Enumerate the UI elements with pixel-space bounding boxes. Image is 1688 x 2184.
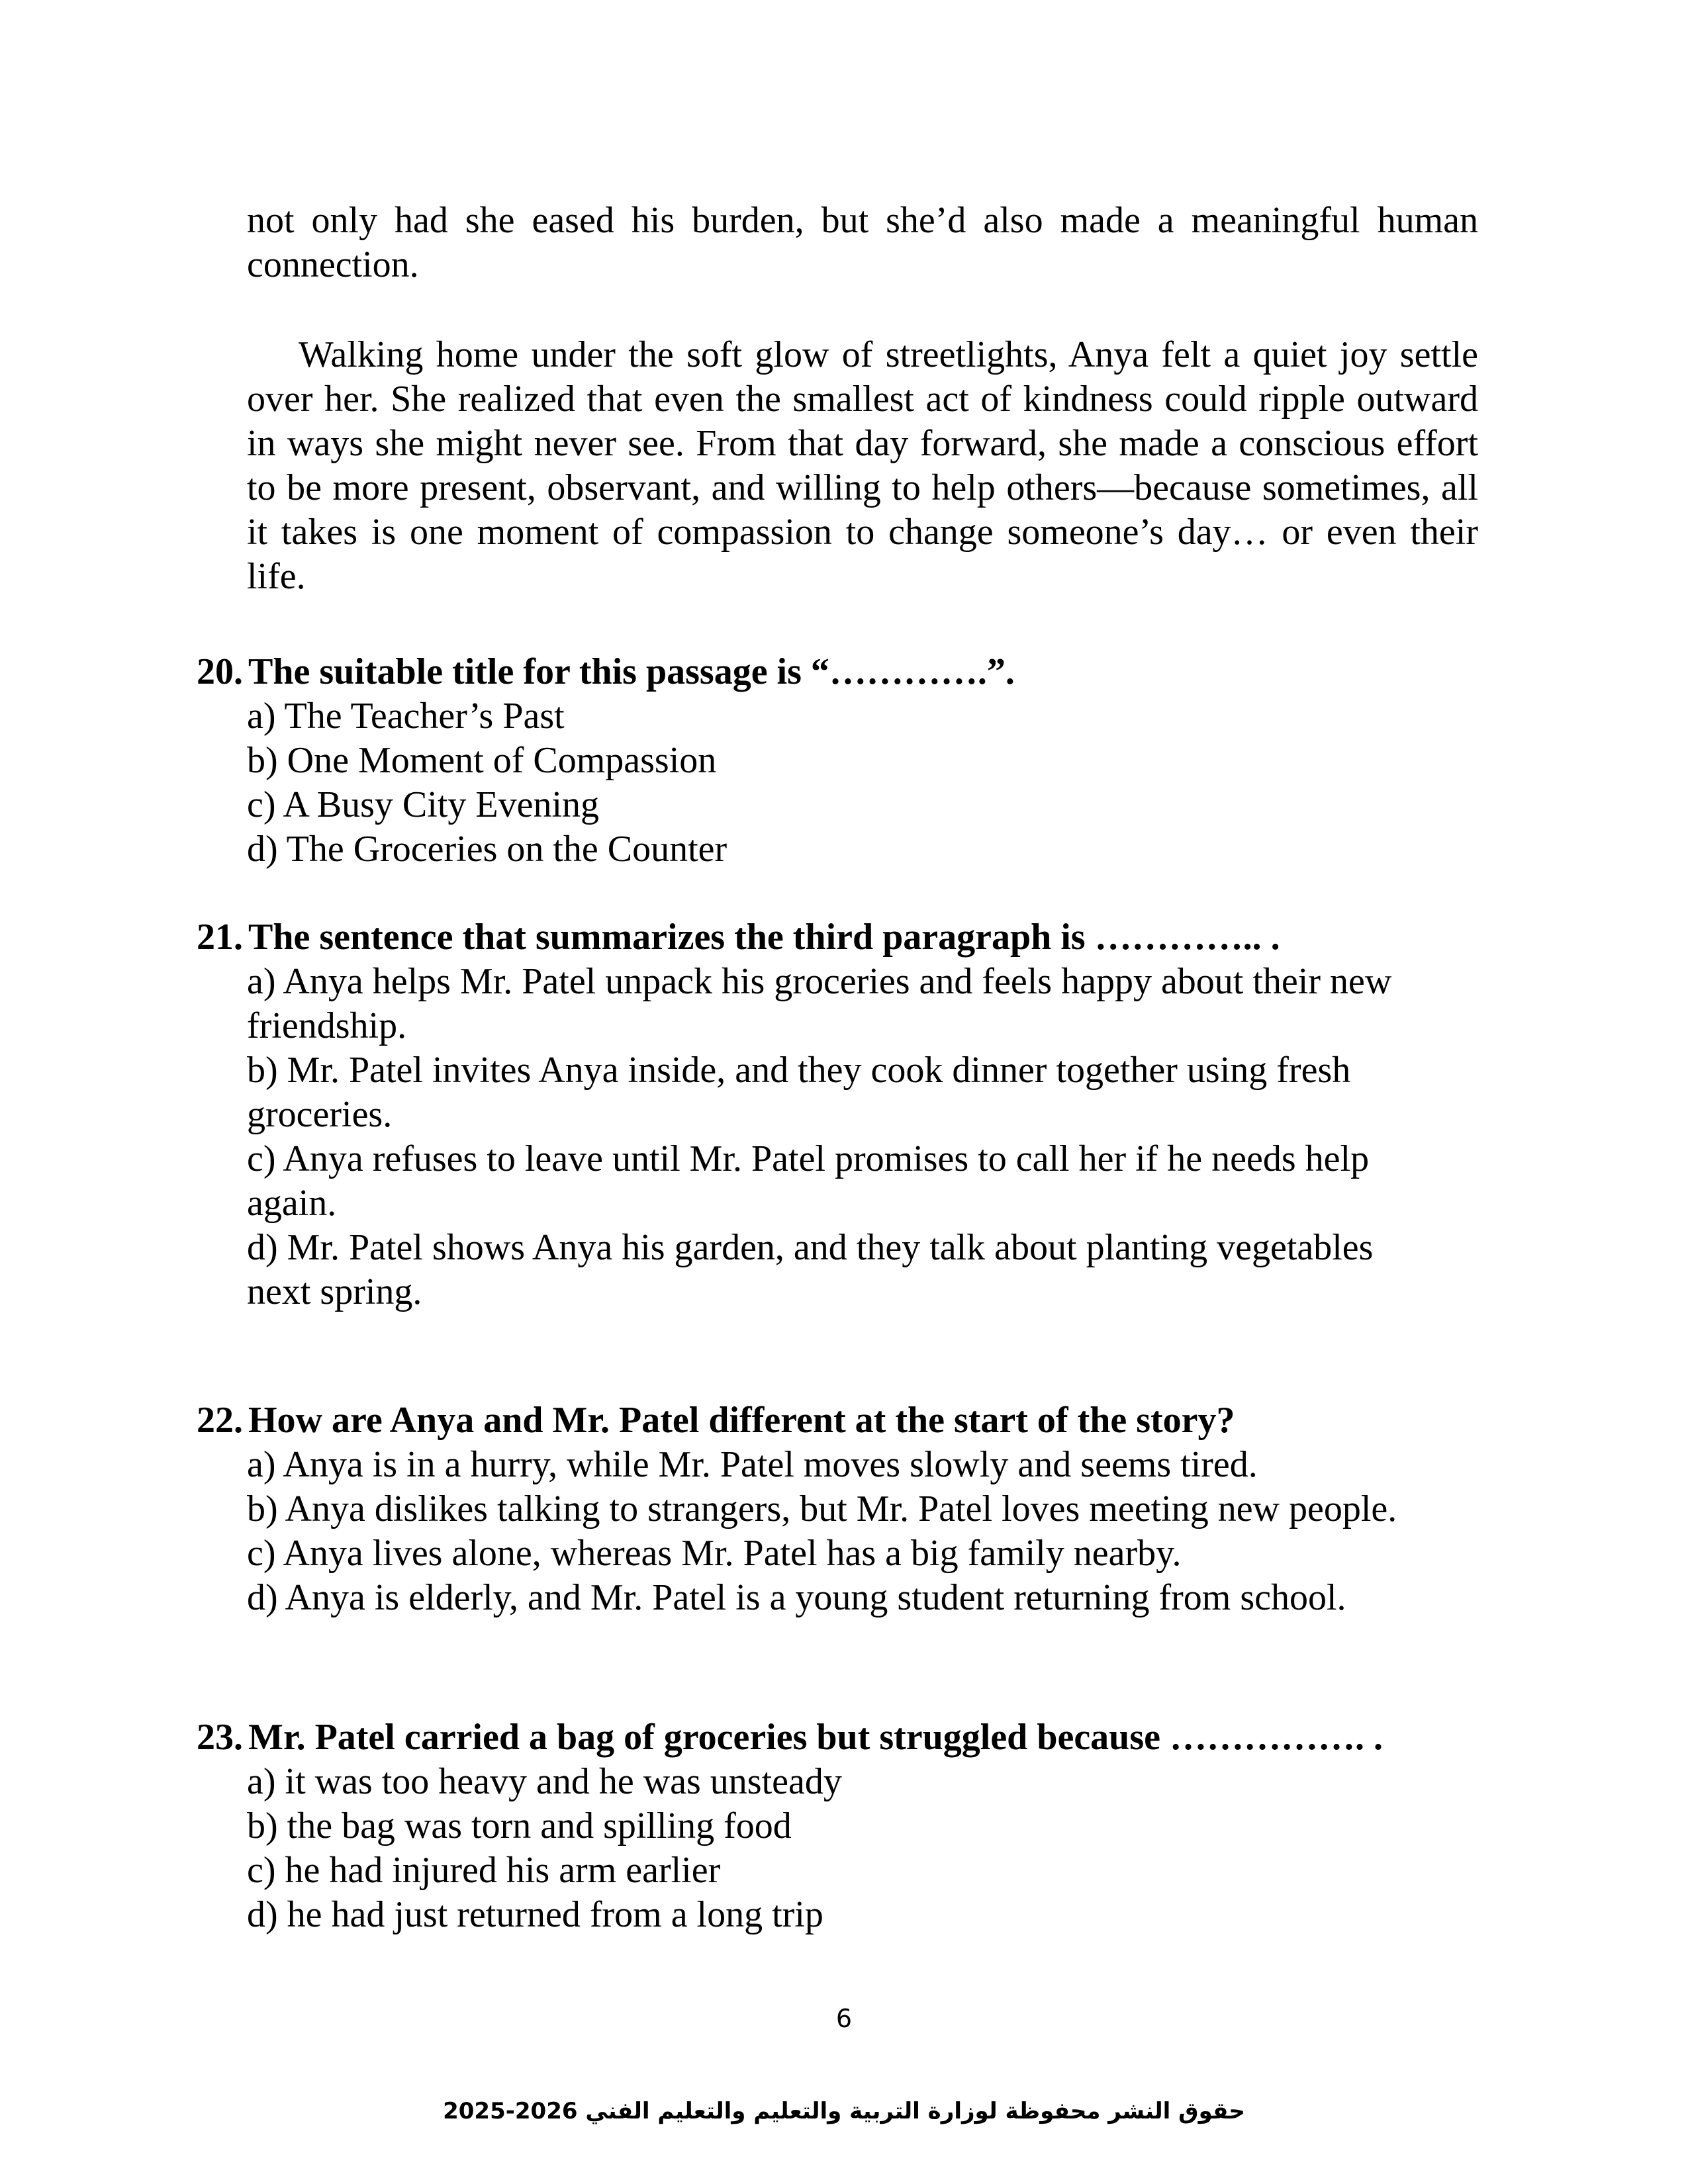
question-stem bbox=[197, 1398, 1494, 1443]
question-text: How are Anya and Mr. Patel different at the start of the story? bbox=[248, 1400, 1235, 1441]
question-21 bbox=[197, 915, 1494, 1314]
answer-option-a: a) Anya is in a hurry, while Mr. Patel moves slowly and seems tired. bbox=[247, 1444, 1258, 1485]
question-number: 20. bbox=[197, 651, 243, 692]
question-stem bbox=[197, 915, 1494, 960]
question-20 bbox=[197, 650, 1494, 872]
answer-option-a: a) Anya helps Mr. Patel unpack his groceries and feels happy about their new friendship. bbox=[247, 961, 1392, 1046]
question-number: 21. bbox=[197, 917, 243, 958]
question-text: The suitable title for this passage is “………….”. bbox=[248, 651, 1015, 692]
passage-paragraph: not only had she eased his burden, but she’d also made a meaningful human connection. bbox=[247, 200, 1478, 285]
answer-option-d: d) Anya is elderly, and Mr. Patel is a young student returning from school. bbox=[247, 1577, 1346, 1618]
answer-option-b: b) Anya dislikes talking to strangers, but Mr. Patel loves meeting new people. bbox=[247, 1488, 1397, 1529]
answer-option-c: c) he had injured his arm earlier bbox=[247, 1850, 721, 1891]
copyright-footer: حقوق النشر محفوظة لوزارة التربية والتعليم والتعليم الفني 2026-2025 bbox=[443, 2098, 1245, 2124]
question-text: The sentence that summarizes the third paragraph is ………….. . bbox=[248, 917, 1280, 958]
page-number: 6 bbox=[835, 2004, 853, 2033]
question-number: 22. bbox=[197, 1400, 243, 1441]
answer-option-a: a) it was too heavy and he was unsteady bbox=[247, 1761, 842, 1802]
answer-option-d: d) The Groceries on the Counter bbox=[247, 829, 727, 870]
question-23 bbox=[197, 1715, 1494, 1937]
answer-option-a: a) The Teacher’s Past bbox=[247, 696, 565, 737]
answer-options bbox=[197, 1443, 1494, 1620]
answer-option-b: b) One Moment of Compassion bbox=[247, 740, 717, 781]
question-stem bbox=[197, 650, 1494, 694]
answer-options bbox=[197, 960, 1494, 1314]
question-22 bbox=[197, 1398, 1494, 1620]
answer-option-d: d) Mr. Patel shows Anya his garden, and they talk about planting vegetables next spring. bbox=[247, 1227, 1374, 1312]
answer-options bbox=[197, 694, 1494, 872]
answer-option-b: b) the bag was torn and spilling food bbox=[247, 1805, 792, 1846]
question-number: 23. bbox=[197, 1717, 243, 1758]
passage-paragraph: Walking home under the soft glow of streetlights, Anya felt a quiet joy settle over her. She realized that even the smallest act of kindness could ripple outward in ways she might never see. From that day forward, she made a conscious effort to be more present, observant, and willing to help others—because sometimes, all it takes is one moment of compassion to change someone’s day… or even their life. bbox=[247, 334, 1478, 597]
answer-options bbox=[197, 1760, 1494, 1937]
answer-option-d: d) he had just returned from a long trip bbox=[247, 1894, 823, 1935]
question-stem bbox=[197, 1715, 1494, 1760]
answer-option-c: c) A Busy City Evening bbox=[247, 784, 599, 825]
answer-option-b: b) Mr. Patel invites Anya inside, and they cook dinner together using fresh groceries. bbox=[247, 1050, 1351, 1135]
answer-option-c: c) Anya lives alone, whereas Mr. Patel has a big family nearby. bbox=[247, 1533, 1182, 1574]
question-text: Mr. Patel carried a bag of groceries but struggled because ……………. . bbox=[248, 1717, 1383, 1758]
answer-option-c: c) Anya refuses to leave until Mr. Patel promises to call her if he needs help again. bbox=[247, 1138, 1370, 1224]
